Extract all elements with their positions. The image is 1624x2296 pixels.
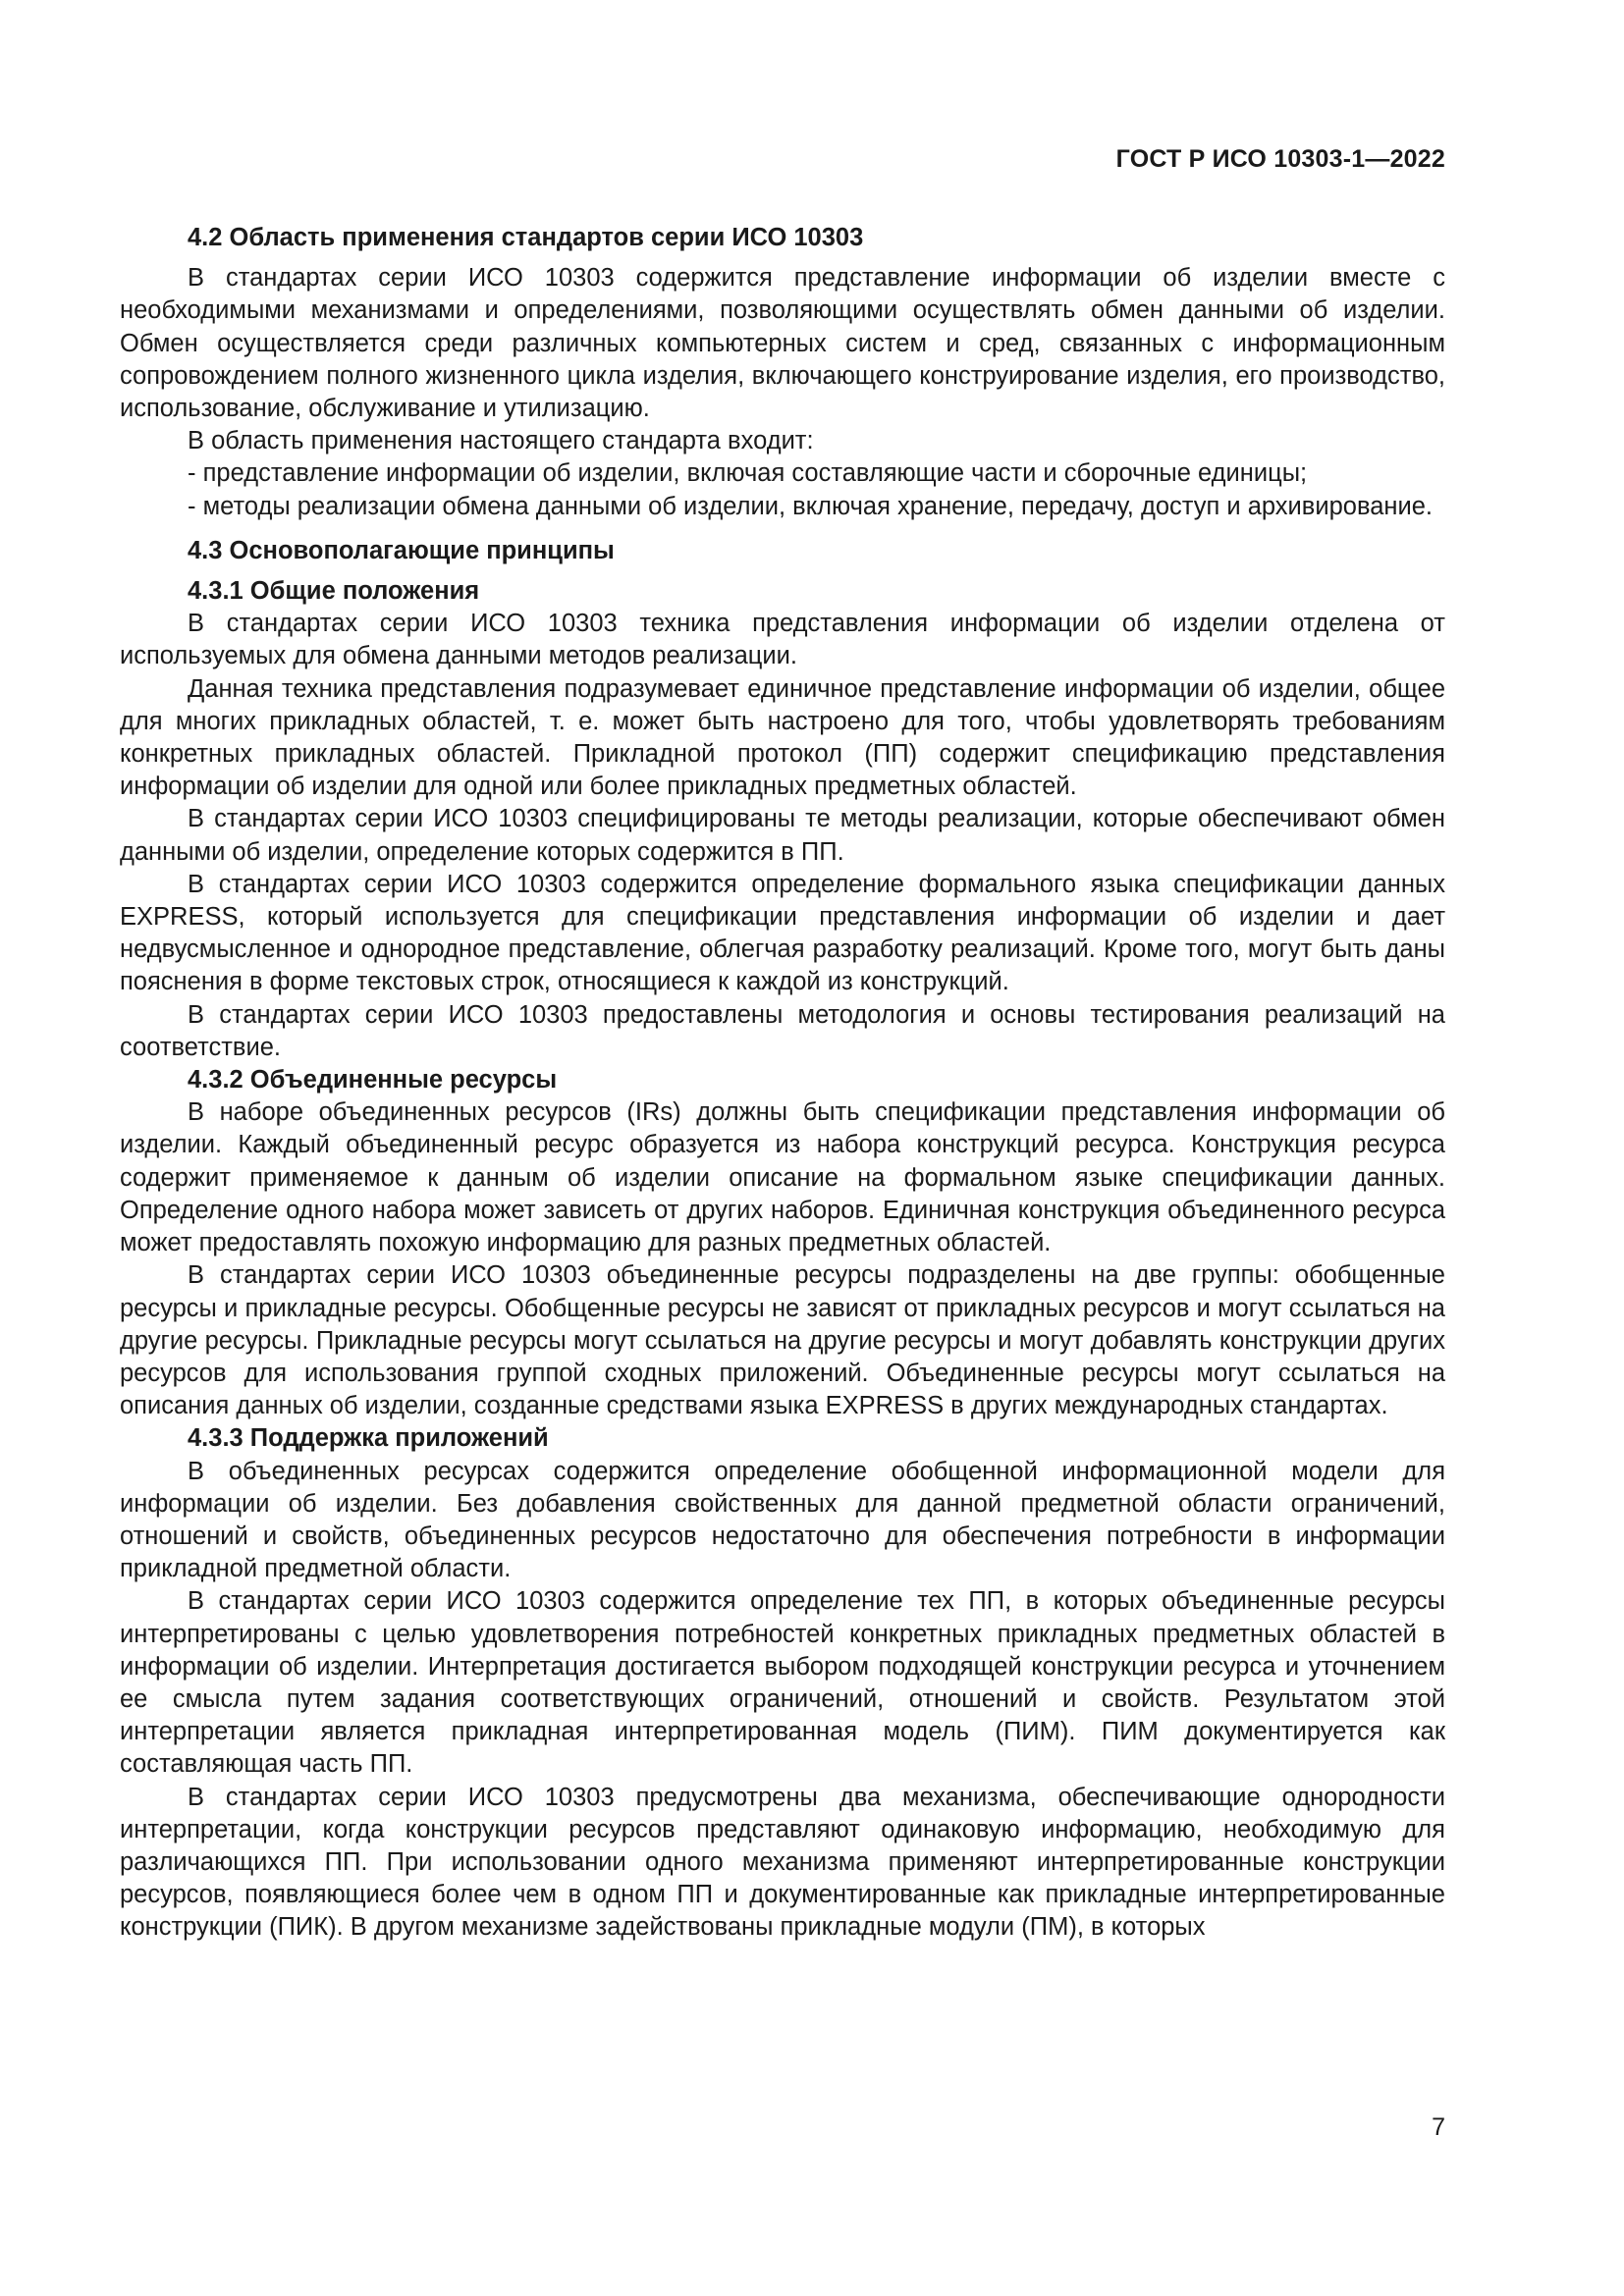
document-header: ГОСТ Р ИСО 10303-1—2022 (1115, 145, 1445, 173)
paragraph: В стандартах серии ИСО 10303 содержится определение формального языка спецификации данных EXPRESS, который используется для спецификации представления информации об изделии и дает недвусмысленное и однородное представление, облегчая разработку реализаций. Кроме того, могут быть даны пояснения в форме текстовых строк, относящиеся к каждой из конструкций. (120, 870, 1445, 996)
paragraph: В стандартах серии ИСО 10303 специфицированы те методы реализации, которые обеспечивают обмен данными об изделии, определение которых содержится в ПП. (120, 805, 1445, 866)
section-4-3-1-heading: 4.3.1 Общие положения (188, 577, 480, 606)
list-item: - представление информации об изделии, включая составляющие части и сборочные единицы; (188, 459, 1308, 488)
section-4-3-2-heading: 4.3.2 Объединенные ресурсы (188, 1066, 558, 1095)
page-number: 7 (1432, 2113, 1445, 2141)
paragraph: В область применения настоящего стандарта входит: (188, 427, 814, 455)
paragraph: В стандартах серии ИСО 10303 содержится определение тех ПП, в которых объединенные ресурсы интерпретированы с целью удовлетворения потребностей конкретных прикладных предметных областей в информации об изделии. Интерпретация достигается выбором подходящей конструкции ресурса и уточнением ее смысла путем задания соответствующих ограничений, отношений и свойств. Результатом этой интерпретации является прикладная интерпретированная модель (ПИМ). ПИМ документируется как составляющая часть ПП. (120, 1587, 1445, 1779)
paragraph: В стандартах серии ИСО 10303 техника представления информации об изделии отделена от используемых для обмена данными методов реализации. (120, 610, 1445, 670)
paragraph: В стандартах серии ИСО 10303 содержится представление информации об изделии вместе с необходимыми механизмами и определениями, позволяющими осуществлять обмен данными об изделии. Обмен осуществляется среди различных компьютерных систем и сред, связанных с информационным сопровождением полного жизненного цикла изделия, включающего конструирование изделия, его производство, использование, обслуживание и утилизацию. (120, 264, 1445, 423)
document-body (120, 222, 1445, 1945)
list-item: - методы реализации обмена данными об изделии, включая хранение, передачу, доступ и архивирование. (188, 492, 1433, 520)
paragraph: В объединенных ресурсах содержится определение обобщенной информационной модели для информации об изделии. Без добавления свойственных для данной предметной области ограничений, отношений и свойств, объединенных ресурсов недостаточно для обеспечения потребности в информации прикладной предметной области. (120, 1457, 1445, 1583)
paragraph: В наборе объединенных ресурсов (IRs) должны быть спецификации представления информации об изделии. Каждый объединенный ресурс образуется из набора конструкций ресурса. Конструкция ресурса содержит применяемое к данным об изделии описание на формальном языке спецификации данных. Определение одного набора может зависеть от других наборов. Единичная конструкция объединенного ресурса может предоставлять похожую информацию для разных предметных областей. (120, 1098, 1445, 1257)
paragraph: В стандартах серии ИСО 10303 предоставлены методология и основы тестирования реализаций на соответствие. (120, 1000, 1445, 1061)
section-4-2-heading: 4.2 Область применения стандартов серии ИСО 10303 (188, 224, 864, 251)
section-4-3-heading: 4.3 Основополагающие принципы (188, 536, 615, 564)
paragraph: Данная техника представления подразумевает единичное представление информации об изделии, общее для многих прикладных областей, т. е. может быть настроено для того, чтобы удовлетворять требованиям конкретных прикладных областей. Прикладной протокол (ПП) содержит спецификацию представления информации об изделии для одной или более прикладных предметных областей. (120, 674, 1445, 801)
section-4-3-3-heading: 4.3.3 Поддержка приложений (188, 1424, 549, 1453)
paragraph: В стандартах серии ИСО 10303 предусмотрены два механизма, обеспечивающие однородности интерпретации, когда конструкции ресурсов представляют одинаковую информацию, необходимую для различающихся ПП. При использовании одного механизма применяют интерпретированные конструкции ресурсов, появляющиеся более чем в одном ПП и документированные как прикладные интерпретированные конструкции (ПИК). В другом механизме задействованы прикладные модули (ПМ), в которых (120, 1783, 1445, 1942)
paragraph: В стандартах серии ИСО 10303 объединенные ресурсы подразделены на две группы: обобщенные ресурсы и прикладные ресурсы. Обобщенные ресурсы не зависят от прикладных ресурсов и могут ссылаться на другие ресурсы. Прикладные ресурсы могут ссылаться на другие ресурсы и могут добавлять конструкции других ресурсов для использования группой сходных приложений. Объединенные ресурсы могут ссылаться на описания данных об изделии, созданные средствами языка EXPRESS в других международных стандартах. (120, 1261, 1445, 1420)
